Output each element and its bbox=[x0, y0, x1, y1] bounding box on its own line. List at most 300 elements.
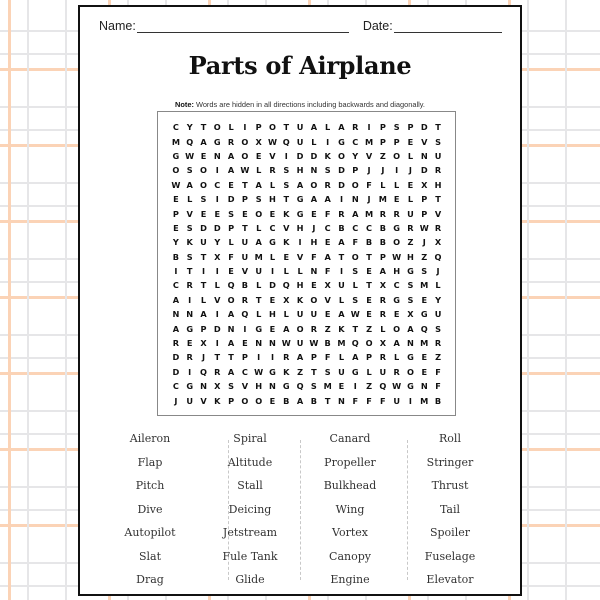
grid-letter[interactable]: E bbox=[186, 338, 193, 349]
grid-letter[interactable]: L bbox=[256, 280, 262, 291]
grid-letter[interactable]: C bbox=[352, 222, 359, 233]
grid-letter[interactable]: A bbox=[200, 136, 207, 147]
grid-letter[interactable]: O bbox=[393, 323, 401, 334]
grid-letter[interactable]: L bbox=[407, 150, 414, 161]
grid-letter[interactable]: A bbox=[283, 323, 290, 334]
grid-letter[interactable]: K bbox=[338, 323, 345, 334]
grid-letter[interactable]: Q bbox=[351, 338, 359, 349]
grid-letter[interactable]: F bbox=[324, 208, 331, 219]
grid-letter[interactable]: U bbox=[255, 266, 262, 277]
grid-letter[interactable]: N bbox=[310, 266, 318, 277]
grid-letter[interactable]: Q bbox=[420, 323, 428, 334]
grid-letter[interactable]: R bbox=[379, 208, 386, 219]
grid-letter[interactable]: E bbox=[200, 150, 207, 161]
grid-letter[interactable]: A bbox=[296, 352, 304, 363]
grid-letter[interactable]: Z bbox=[324, 323, 331, 334]
grid-letter[interactable]: C bbox=[324, 222, 331, 233]
grid-letter[interactable]: S bbox=[228, 381, 235, 392]
grid-letter[interactable]: A bbox=[338, 309, 345, 320]
grid-letter[interactable]: P bbox=[241, 194, 248, 205]
grid-letter[interactable]: Q bbox=[282, 280, 290, 291]
grid-letter[interactable]: Y bbox=[435, 294, 441, 305]
grid-letter[interactable]: P bbox=[421, 194, 428, 205]
grid-letter[interactable]: J bbox=[312, 222, 316, 233]
grid-letter[interactable]: Q bbox=[227, 280, 235, 291]
grid-letter[interactable]: U bbox=[434, 309, 442, 320]
grid-letter[interactable]: C bbox=[172, 280, 179, 291]
grid-letter[interactable]: A bbox=[310, 122, 318, 133]
grid-letter[interactable]: X bbox=[434, 237, 442, 248]
grid-letter[interactable]: T bbox=[283, 194, 290, 205]
grid-letter[interactable]: L bbox=[214, 280, 220, 291]
grid-letter[interactable]: O bbox=[337, 150, 345, 161]
grid-letter[interactable]: N bbox=[407, 338, 414, 349]
grid-letter[interactable]: K bbox=[186, 237, 193, 248]
grid-letter[interactable]: S bbox=[421, 266, 428, 277]
grid-letter[interactable]: V bbox=[324, 294, 331, 305]
grid-letter[interactable]: L bbox=[325, 122, 331, 133]
grid-letter[interactable]: I bbox=[339, 194, 343, 205]
grid-letter[interactable]: R bbox=[352, 122, 359, 133]
grid-letter[interactable]: O bbox=[310, 294, 318, 305]
grid-letter[interactable]: R bbox=[283, 352, 290, 363]
grid-letter[interactable]: S bbox=[435, 136, 441, 147]
grid-letter[interactable]: O bbox=[200, 165, 207, 176]
grid-letter[interactable]: V bbox=[214, 294, 221, 305]
grid-letter[interactable]: Q bbox=[379, 381, 387, 392]
grid-letter[interactable]: Q bbox=[186, 136, 194, 147]
grid-letter[interactable]: B bbox=[379, 237, 386, 248]
grid-letter[interactable]: U bbox=[296, 309, 304, 320]
grid-letter[interactable]: A bbox=[324, 194, 331, 205]
grid-letter[interactable]: R bbox=[434, 165, 442, 176]
grid-letter[interactable]: C bbox=[172, 381, 179, 392]
grid-letter[interactable]: E bbox=[407, 136, 414, 147]
grid-letter[interactable]: H bbox=[296, 222, 304, 233]
grid-letter[interactable]: N bbox=[420, 150, 428, 161]
grid-letter[interactable]: Q bbox=[434, 251, 442, 262]
grid-letter[interactable]: P bbox=[379, 251, 386, 262]
grid-letter[interactable]: S bbox=[228, 208, 235, 219]
grid-letter[interactable]: U bbox=[241, 251, 249, 262]
grid-letter[interactable]: F bbox=[324, 266, 331, 277]
grid-letter[interactable]: L bbox=[311, 136, 317, 147]
grid-letter[interactable]: L bbox=[256, 222, 262, 233]
grid-letter[interactable]: P bbox=[200, 323, 207, 334]
grid-letter[interactable]: T bbox=[242, 179, 248, 190]
grid-letter[interactable]: R bbox=[338, 208, 345, 219]
grid-letter[interactable]: W bbox=[254, 366, 264, 377]
grid-letter[interactable]: S bbox=[435, 323, 441, 334]
grid-letter[interactable]: E bbox=[338, 381, 345, 392]
date-field[interactable] bbox=[363, 19, 502, 33]
grid-letter[interactable]: A bbox=[172, 323, 180, 334]
grid-letter[interactable]: F bbox=[366, 179, 372, 190]
grid-letter[interactable]: U bbox=[393, 395, 400, 406]
grid-letter[interactable]: T bbox=[366, 251, 372, 262]
grid-letter[interactable]: Q bbox=[200, 366, 207, 377]
grid-letter[interactable]: R bbox=[393, 366, 400, 377]
grid-letter[interactable]: A bbox=[296, 395, 304, 406]
grid-letter[interactable]: O bbox=[406, 366, 414, 377]
grid-letter[interactable]: S bbox=[407, 294, 414, 305]
grid-letter[interactable]: M bbox=[337, 338, 346, 349]
grid-letter[interactable]: S bbox=[352, 266, 359, 277]
grid-letter[interactable]: R bbox=[379, 309, 386, 320]
grid-letter[interactable]: W bbox=[309, 338, 319, 349]
word-search-grid[interactable] bbox=[157, 111, 456, 416]
grid-letter[interactable]: R bbox=[379, 294, 386, 305]
grid-letter[interactable]: V bbox=[283, 222, 290, 233]
grid-letter[interactable]: E bbox=[200, 208, 207, 219]
grid-letter[interactable]: I bbox=[395, 165, 399, 176]
grid-letter[interactable]: T bbox=[324, 395, 331, 406]
grid-letter[interactable]: W bbox=[267, 136, 277, 147]
grid-letter[interactable]: L bbox=[187, 194, 193, 205]
grid-letter[interactable]: T bbox=[200, 251, 207, 262]
grid-letter[interactable]: J bbox=[174, 395, 178, 406]
grid-letter[interactable]: V bbox=[421, 136, 428, 147]
grid-letter[interactable]: I bbox=[408, 395, 412, 406]
grid-letter[interactable]: P bbox=[241, 352, 248, 363]
grid-letter[interactable]: R bbox=[434, 222, 442, 233]
grid-letter[interactable]: W bbox=[350, 309, 360, 320]
grid-letter[interactable]: E bbox=[366, 266, 372, 277]
grid-letter[interactable]: R bbox=[241, 294, 249, 305]
grid-letter[interactable]: L bbox=[297, 266, 303, 277]
grid-letter[interactable]: S bbox=[407, 280, 414, 291]
grid-letter[interactable]: L bbox=[228, 237, 234, 248]
grid-letter[interactable]: G bbox=[282, 381, 290, 392]
grid-letter[interactable]: O bbox=[351, 179, 359, 190]
grid-letter[interactable]: S bbox=[186, 165, 193, 176]
grid-letter[interactable]: M bbox=[378, 194, 387, 205]
grid-letter[interactable]: O bbox=[200, 179, 207, 190]
grid-letter[interactable]: O bbox=[310, 179, 318, 190]
grid-letter[interactable]: Y bbox=[186, 122, 193, 133]
grid-letter[interactable]: N bbox=[420, 381, 428, 392]
grid-letter[interactable]: X bbox=[324, 280, 331, 291]
grid-letter[interactable]: U bbox=[241, 237, 249, 248]
grid-letter[interactable]: A bbox=[338, 237, 345, 248]
grid-letter[interactable]: A bbox=[324, 251, 331, 262]
grid-letter[interactable]: V bbox=[200, 395, 207, 406]
grid-letter[interactable]: G bbox=[213, 136, 221, 147]
grid-letter[interactable]: L bbox=[200, 294, 207, 305]
grid-letter[interactable]: V bbox=[241, 381, 249, 392]
grid-letter[interactable]: E bbox=[366, 294, 372, 305]
grid-letter[interactable]: C bbox=[366, 222, 373, 233]
grid-letter[interactable]: S bbox=[393, 122, 400, 133]
grid-letter[interactable]: O bbox=[241, 395, 249, 406]
grid-letter[interactable]: U bbox=[200, 237, 207, 248]
grid-letter[interactable]: H bbox=[255, 381, 263, 392]
grid-letter[interactable]: K bbox=[296, 294, 304, 305]
grid-letter[interactable]: L bbox=[269, 179, 276, 190]
grid-letter[interactable]: G bbox=[407, 266, 414, 277]
grid-letter[interactable]: L bbox=[394, 179, 400, 190]
grid-letter[interactable]: O bbox=[255, 208, 263, 219]
grid-letter[interactable]: U bbox=[407, 208, 414, 219]
grid-letter[interactable]: I bbox=[243, 323, 247, 334]
grid-letter[interactable]: Q bbox=[296, 381, 304, 392]
grid-letter[interactable]: I bbox=[215, 266, 219, 277]
grid-letter[interactable]: D bbox=[200, 222, 207, 233]
grid-letter[interactable]: H bbox=[407, 251, 414, 262]
grid-letter[interactable]: G bbox=[296, 194, 304, 205]
grid-letter[interactable]: F bbox=[352, 395, 359, 406]
grid-letter[interactable]: D bbox=[269, 280, 276, 291]
grid-letter[interactable]: T bbox=[435, 194, 441, 205]
grid-letter[interactable]: X bbox=[214, 251, 221, 262]
grid-letter[interactable]: C bbox=[352, 136, 359, 147]
grid-letter[interactable]: T bbox=[200, 122, 207, 133]
grid-letter[interactable]: O bbox=[393, 237, 401, 248]
grid-letter[interactable]: R bbox=[434, 338, 442, 349]
grid-letter[interactable]: V bbox=[241, 266, 249, 277]
grid-letter[interactable]: R bbox=[186, 352, 193, 363]
grid-letter[interactable]: T bbox=[200, 280, 207, 291]
grid-letter[interactable]: E bbox=[228, 266, 234, 277]
grid-letter[interactable]: J bbox=[408, 165, 412, 176]
grid-letter[interactable]: H bbox=[310, 237, 318, 248]
grid-letter[interactable]: C bbox=[241, 366, 248, 377]
grid-letter[interactable]: J bbox=[381, 165, 385, 176]
grid-letter[interactable]: D bbox=[213, 323, 221, 334]
grid-letter[interactable]: R bbox=[379, 352, 386, 363]
grid-letter[interactable]: E bbox=[228, 179, 234, 190]
grid-letter[interactable]: P bbox=[407, 122, 414, 133]
grid-letter[interactable]: I bbox=[215, 165, 219, 176]
grid-letter[interactable]: W bbox=[392, 381, 402, 392]
grid-letter[interactable]: B bbox=[283, 395, 290, 406]
grid-letter[interactable]: F bbox=[366, 395, 372, 406]
grid-letter[interactable]: A bbox=[227, 150, 235, 161]
grid-letter[interactable]: E bbox=[393, 309, 400, 320]
grid-letter[interactable]: J bbox=[422, 237, 426, 248]
grid-letter[interactable]: A bbox=[227, 338, 235, 349]
grid-letter[interactable]: T bbox=[242, 222, 248, 233]
grid-letter[interactable]: Q bbox=[241, 309, 249, 320]
grid-letter[interactable]: I bbox=[367, 122, 371, 133]
grid-letter[interactable]: I bbox=[243, 122, 247, 133]
grid-letter[interactable]: N bbox=[310, 165, 318, 176]
grid-letter[interactable]: X bbox=[214, 381, 221, 392]
grid-letter[interactable]: P bbox=[366, 352, 373, 363]
grid-letter[interactable]: G bbox=[351, 366, 359, 377]
grid-letter[interactable]: D bbox=[338, 179, 345, 190]
grid-letter[interactable]: T bbox=[435, 122, 441, 133]
grid-letter[interactable]: G bbox=[255, 323, 263, 334]
grid-letter[interactable]: A bbox=[407, 323, 414, 334]
grid-letter[interactable]: X bbox=[200, 338, 207, 349]
grid-letter[interactable]: I bbox=[201, 266, 206, 277]
grid-letter[interactable]: L bbox=[338, 352, 345, 363]
grid-letter[interactable]: C bbox=[214, 179, 221, 190]
grid-letter[interactable]: E bbox=[269, 323, 276, 334]
grid-letter[interactable]: A bbox=[255, 179, 262, 190]
grid-letter[interactable]: P bbox=[393, 136, 400, 147]
grid-letter[interactable]: L bbox=[407, 194, 414, 205]
grid-letter[interactable]: O bbox=[172, 165, 180, 176]
grid-letter[interactable]: J bbox=[367, 194, 371, 205]
grid-letter[interactable]: B bbox=[241, 280, 248, 291]
grid-letter[interactable]: B bbox=[434, 395, 442, 406]
grid-letter[interactable]: G bbox=[186, 381, 194, 392]
grid-letter[interactable]: A bbox=[200, 309, 207, 320]
grid-letter[interactable]: O bbox=[268, 122, 276, 133]
grid-letter[interactable]: R bbox=[227, 136, 235, 147]
grid-letter[interactable]: A bbox=[352, 352, 359, 363]
grid-letter[interactable]: A bbox=[296, 179, 304, 190]
grid-letter[interactable]: C bbox=[393, 280, 400, 291]
grid-letter[interactable]: V bbox=[269, 150, 276, 161]
grid-letter[interactable]: X bbox=[255, 136, 262, 147]
grid-letter[interactable]: L bbox=[269, 251, 276, 262]
grid-letter[interactable]: D bbox=[227, 194, 235, 205]
grid-letter[interactable]: N bbox=[269, 338, 276, 349]
grid-letter[interactable]: G bbox=[269, 237, 276, 248]
grid-letter[interactable]: Z bbox=[379, 150, 386, 161]
grid-letter[interactable]: K bbox=[214, 395, 221, 406]
grid-letter[interactable]: I bbox=[339, 266, 343, 277]
grid-letter[interactable]: M bbox=[254, 251, 263, 262]
grid-letter[interactable]: T bbox=[338, 251, 345, 262]
grid-letter[interactable]: O bbox=[213, 122, 221, 133]
grid-letter[interactable]: D bbox=[172, 352, 180, 363]
grid-letter[interactable]: M bbox=[364, 208, 374, 219]
grid-letter[interactable]: P bbox=[379, 136, 386, 147]
grid-letter[interactable]: I bbox=[353, 381, 357, 392]
grid-letter[interactable]: R bbox=[310, 323, 318, 334]
grid-letter[interactable]: O bbox=[241, 150, 249, 161]
grid-letter[interactable]: I bbox=[270, 352, 274, 363]
grid-letter[interactable]: H bbox=[296, 280, 304, 291]
grid-letter[interactable]: W bbox=[419, 222, 429, 233]
grid-letter[interactable]: L bbox=[394, 352, 400, 363]
grid-letter[interactable]: L bbox=[380, 179, 386, 190]
grid-letter[interactable]: I bbox=[284, 150, 288, 161]
grid-letter[interactable]: A bbox=[338, 122, 345, 133]
grid-letter[interactable]: V bbox=[296, 251, 304, 262]
grid-letter[interactable]: E bbox=[173, 222, 179, 233]
grid-letter[interactable]: G bbox=[407, 381, 414, 392]
grid-letter[interactable]: B bbox=[310, 395, 317, 406]
grid-letter[interactable]: N bbox=[213, 150, 221, 161]
grid-letter[interactable]: R bbox=[214, 366, 221, 377]
grid-letter[interactable]: A bbox=[310, 194, 318, 205]
grid-letter[interactable]: I bbox=[257, 352, 261, 363]
grid-letter[interactable]: P bbox=[352, 165, 359, 176]
grid-letter[interactable]: G bbox=[186, 323, 194, 334]
grid-letter[interactable]: U bbox=[434, 150, 442, 161]
grid-letter[interactable]: I bbox=[270, 266, 274, 277]
grid-letter[interactable]: E bbox=[421, 366, 428, 377]
grid-letter[interactable]: L bbox=[228, 122, 234, 133]
grid-letter[interactable]: K bbox=[283, 366, 290, 377]
grid-letter[interactable]: P bbox=[255, 122, 262, 133]
grid-letter[interactable]: L bbox=[352, 280, 358, 291]
grid-letter[interactable]: Z bbox=[366, 323, 373, 334]
grid-letter[interactable]: A bbox=[379, 266, 387, 277]
date-line[interactable] bbox=[394, 20, 502, 33]
grid-letter[interactable]: E bbox=[421, 352, 428, 363]
grid-letter[interactable]: O bbox=[393, 150, 401, 161]
grid-letter[interactable]: P bbox=[421, 208, 428, 219]
grid-letter[interactable]: P bbox=[172, 208, 179, 219]
grid-letter[interactable]: R bbox=[172, 338, 180, 349]
grid-letter[interactable]: J bbox=[367, 165, 371, 176]
grid-letter[interactable]: U bbox=[186, 395, 194, 406]
grid-letter[interactable]: E bbox=[242, 338, 248, 349]
grid-letter[interactable]: S bbox=[255, 194, 262, 205]
grid-letter[interactable]: T bbox=[214, 352, 221, 363]
grid-letter[interactable]: O bbox=[227, 294, 235, 305]
grid-letter[interactable]: L bbox=[338, 294, 345, 305]
grid-letter[interactable]: O bbox=[296, 323, 304, 334]
grid-letter[interactable]: S bbox=[324, 165, 331, 176]
grid-letter[interactable]: S bbox=[186, 222, 193, 233]
grid-letter[interactable]: B bbox=[172, 251, 180, 262]
grid-letter[interactable]: N bbox=[338, 395, 345, 406]
grid-letter[interactable]: S bbox=[283, 165, 290, 176]
grid-letter[interactable]: X bbox=[379, 280, 387, 291]
grid-letter[interactable]: T bbox=[283, 122, 290, 133]
grid-letter[interactable]: T bbox=[255, 294, 262, 305]
grid-letter[interactable]: T bbox=[366, 280, 372, 291]
grid-letter[interactable]: V bbox=[186, 208, 193, 219]
grid-letter[interactable]: A bbox=[352, 208, 359, 219]
grid-letter[interactable]: M bbox=[420, 395, 429, 406]
grid-letter[interactable]: X bbox=[421, 179, 428, 190]
grid-letter[interactable]: G bbox=[338, 136, 345, 147]
name-field[interactable] bbox=[99, 19, 349, 33]
grid-letter[interactable]: E bbox=[324, 309, 331, 320]
grid-letter[interactable]: S bbox=[352, 294, 359, 305]
grid-letter[interactable]: K bbox=[283, 208, 290, 219]
grid-letter[interactable]: Z bbox=[421, 251, 428, 262]
grid-letter[interactable]: U bbox=[296, 338, 304, 349]
grid-letter[interactable]: G bbox=[407, 352, 414, 363]
grid-letter[interactable]: U bbox=[296, 136, 304, 147]
grid-letter[interactable]: L bbox=[435, 280, 441, 291]
grid-letter[interactable]: F bbox=[435, 381, 441, 392]
grid-letter[interactable]: F bbox=[311, 251, 317, 262]
grid-letter[interactable]: F bbox=[435, 366, 441, 377]
grid-letter[interactable]: A bbox=[227, 309, 235, 320]
grid-letter[interactable]: Z bbox=[407, 237, 414, 248]
grid-letter[interactable]: I bbox=[215, 309, 219, 320]
grid-letter[interactable]: N bbox=[269, 381, 276, 392]
grid-letter[interactable]: X bbox=[283, 294, 290, 305]
grid-letter[interactable]: I bbox=[174, 266, 178, 277]
grid-letter[interactable]: Z bbox=[366, 381, 373, 392]
grid-letter[interactable]: I bbox=[188, 294, 192, 305]
grid-letter[interactable]: N bbox=[172, 309, 180, 320]
grid-letter[interactable]: L bbox=[283, 309, 289, 320]
grid-letter[interactable]: M bbox=[323, 381, 332, 392]
grid-letter[interactable]: X bbox=[407, 309, 414, 320]
grid-letter[interactable]: D bbox=[172, 366, 180, 377]
grid-letter[interactable]: I bbox=[215, 194, 219, 205]
grid-letter[interactable]: O bbox=[365, 338, 373, 349]
grid-letter[interactable]: E bbox=[311, 280, 317, 291]
grid-letter[interactable]: R bbox=[393, 208, 400, 219]
grid-letter[interactable]: E bbox=[393, 194, 400, 205]
grid-letter[interactable]: G bbox=[269, 366, 276, 377]
grid-letter[interactable]: W bbox=[185, 150, 195, 161]
grid-letter[interactable]: T bbox=[311, 366, 317, 377]
